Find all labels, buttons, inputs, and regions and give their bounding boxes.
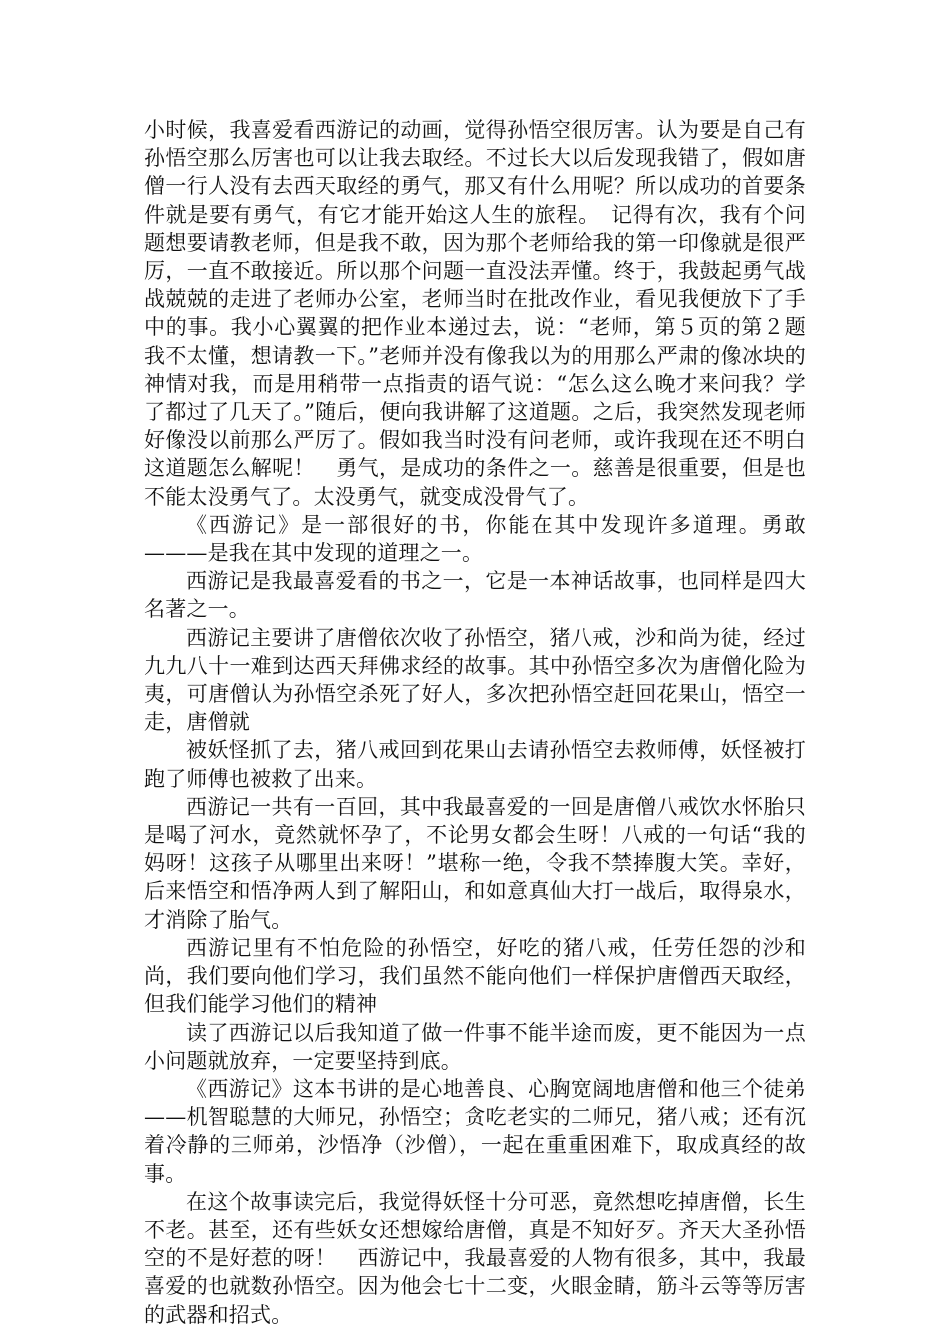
paragraph-6: 西游记一共有一百回，其中我最喜爱的一回是唐僧八戒饮水怀胎只是喝了河水，竟然就怀孕了，不论男女都会生呀！八戒的一句话“我的妈呀！这孩子从哪里出来呀！”堪称一绝，令我不禁捧腹大笑。幸好，后来悟空和悟净两人到了解阳山，和如意真仙大打一战后，取得泉水，才消除了胎气。 <box>144 794 806 932</box>
paragraph-8: 读了西游记以后我知道了做一件事不能半途而废，更不能因为一点小问题就放弃，一定要坚持到底。 <box>144 1020 806 1073</box>
paragraph-7: 西游记里有不怕危险的孙悟空，好吃的猪八戒，任劳任怨的沙和尚，我们要向他们学习，我们虽然不能向他们一样保护唐僧西天取经，但我们能学习他们的精神 <box>144 935 806 1017</box>
document-body <box>144 116 806 1329</box>
paragraph-2: 《西游记》是一部很好的书，你能在其中发现许多道理。勇敢———是我在其中发现的道理之一。 <box>144 512 806 566</box>
paragraph-3: 西游记是我最喜爱看的书之一，它是一本神话故事，也同样是四大名著之一。 <box>144 569 806 622</box>
paragraph-5: 被妖怪抓了去，猪八戒回到花果山去请孙悟空去救师傅，妖怪被打跑了师傅也被救了出来。 <box>144 738 806 791</box>
paragraph-10: 在这个故事读完后，我觉得妖怪十分可恶，竟然想吃掉唐僧，长生不老。甚至，还有些妖女还想嫁给唐僧，真是不知好歹。齐天大圣孙悟空的不是好惹的呀！ 西游记中，我最喜爱的人物有很多，其中，我最喜爱的也就数孙悟空。因为他会七十二变，火眼金睛，筋斗云等等厉害的武器和招式。 <box>144 1189 806 1327</box>
paragraph-4: 西游记主要讲了唐僧依次收了孙悟空，猪八戒，沙和尚为徒，经过九九八十一难到达西天拜佛求经的故事。其中孙悟空多次为唐僧化险为夷，可唐僧认为孙悟空杀死了好人，多次把孙悟空赶回花果山，悟空一走，唐僧就 <box>144 625 806 735</box>
paragraph-9: 《西游记》这本书讲的是心地善良、心胸宽阔地唐僧和他三个徒弟——机智聪慧的大师兄，孙悟空；贪吃老实的二师兄，猪八戒；还有沉着冷静的三师弟，沙悟净（沙僧），一起在重重困难下，取成真经的故事。 <box>144 1076 806 1186</box>
paragraph-1: 小时候，我喜爱看西游记的动画，觉得孙悟空很厉害。认为要是自己有孙悟空那么厉害也可以让我去取经。不过长大以后发现我错了，假如唐僧一行人没有去西天取经的勇气，那又有什么用呢？所以成功的首要条件就是要有勇气，有它才能开始这人生的旅程。 记得有次，我有个问题想要请教老师，但是我不敢，因为那个老师给我的第一印像就是很严厉，一直不敢接近。所以那个问题一直没法弄懂。终于，我鼓起勇气战战兢兢的走进了老师办公室，老师当时在批改作业，看见我便放下了手中的事。我小心翼翼的把作业本递过去，说：“老师，第５页的第２题我不太懂，想请教一下。”老师并没有像我以为的用那么严肃的像冰块的神情对我，而是用稍带一点指责的语气说：“怎么这么晚才来问我？学了都过了几天了。”随后，便向我讲解了这道题。之后，我突然发现老师好像没以前那么严厉了。假如我当时没有问老师，或许我现在还不明白这道题怎么解呢！ 勇气，是成功的条件之一。慈善是很重要，但是也不能太没勇气了。太没勇气，就变成没骨气了。 <box>144 118 806 509</box>
